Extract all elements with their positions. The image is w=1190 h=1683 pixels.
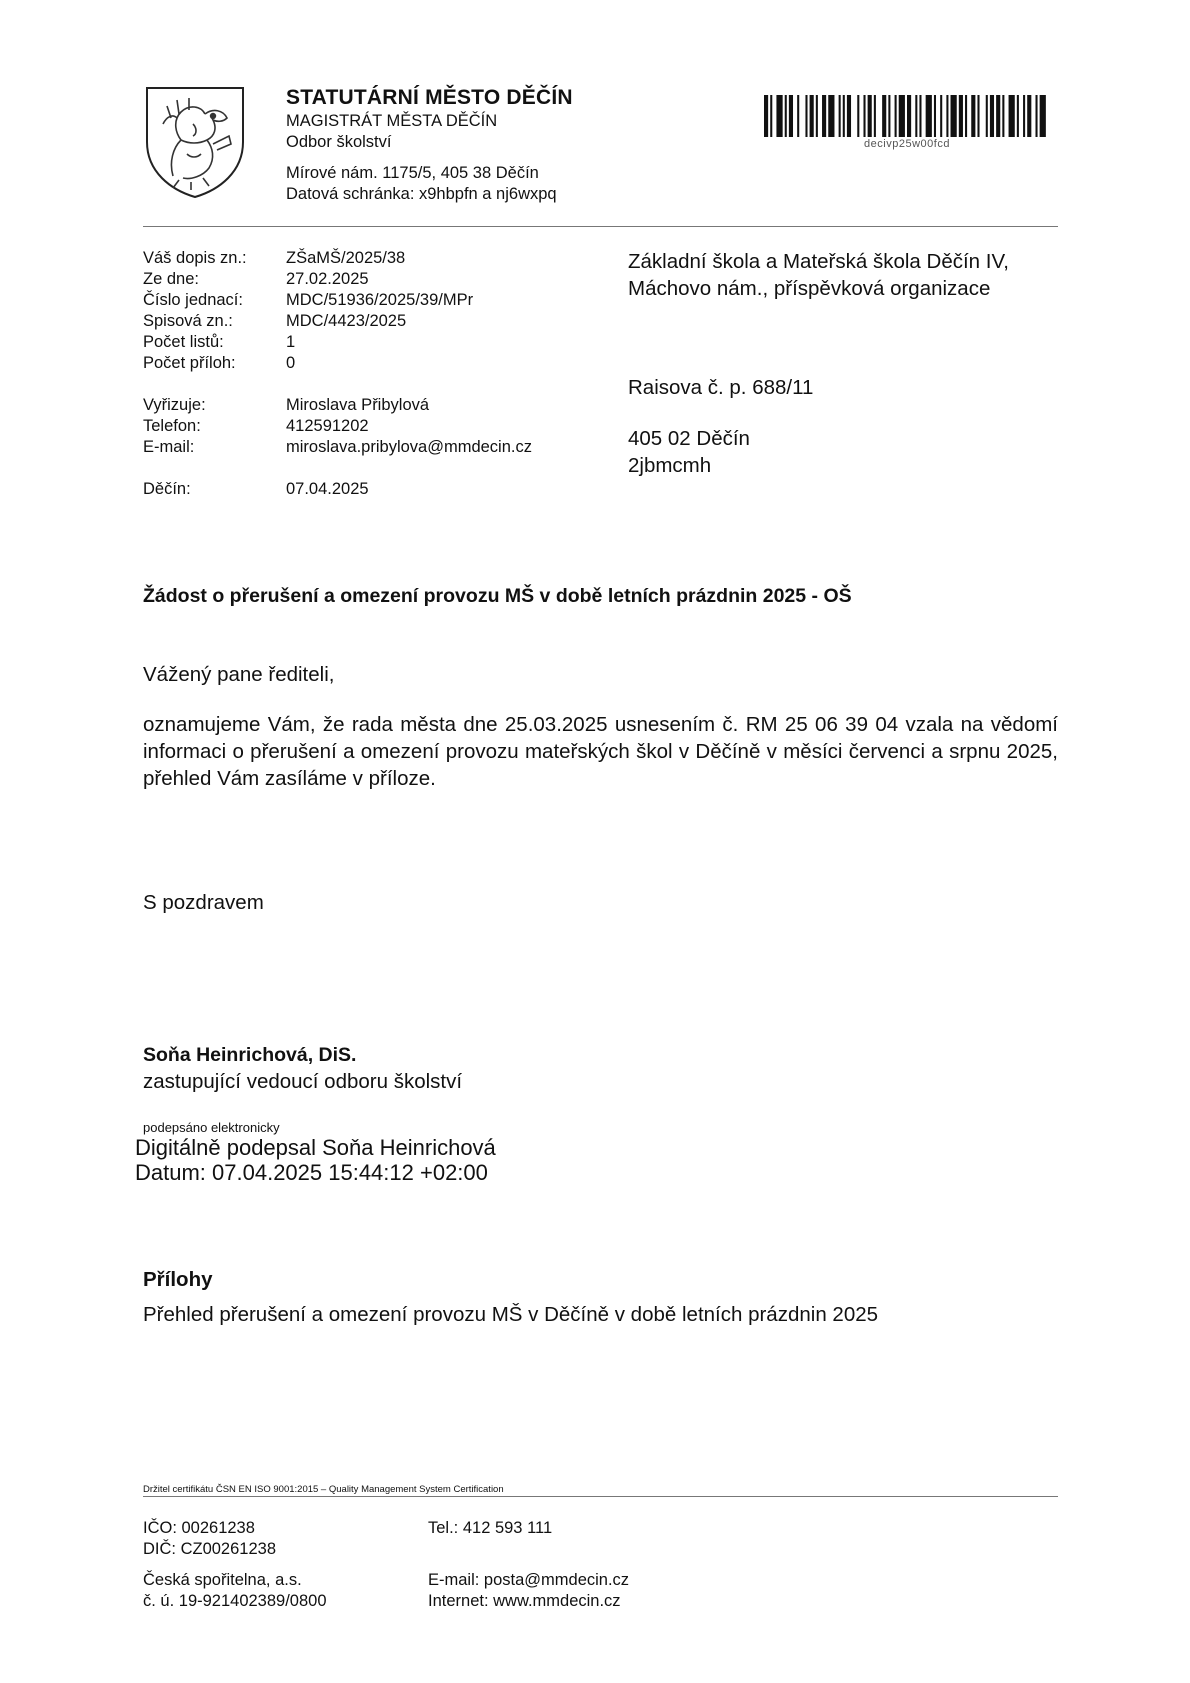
footer-web: Internet: www.mmdecin.cz	[428, 1592, 621, 1610]
digital-signature	[135, 1135, 496, 1185]
recipient-name-line-1: Základní škola a Mateřská škola Děčín IV,	[628, 250, 1009, 273]
recipient-city: 405 02 Děčín	[628, 427, 750, 450]
meta-label: Váš dopis zn.:	[143, 249, 247, 267]
meta-label: Spisová zn.:	[143, 312, 233, 330]
recipient-name-line-2: Máchovo nám., příspěvková organizace	[628, 277, 991, 300]
meta-value: ZŠaMŠ/2025/38	[286, 249, 406, 267]
footer-email: E-mail: posta@mmdecin.cz	[428, 1571, 630, 1589]
footer-bank	[143, 1570, 327, 1612]
footer-contact	[428, 1570, 629, 1612]
letter-closing: S pozdravem	[143, 891, 264, 914]
organization-data-box: Datová schránka: x9hbpfn a nj6wxpq	[286, 185, 557, 203]
contact-row	[143, 437, 532, 458]
letter-salutation: Vážený pane řediteli,	[143, 663, 335, 686]
meta-row	[143, 311, 532, 332]
meta-label: Počet listů:	[143, 333, 224, 351]
footer-phone: Tel.: 412 593 111	[428, 1519, 553, 1537]
digital-signature-line: Digitálně podepsal Soňa Heinrichová	[135, 1135, 496, 1160]
meta-label: Počet příloh:	[143, 354, 236, 372]
contact-row	[143, 416, 532, 437]
digital-signature-date: Datum: 07.04.2025 15:44:12 +02:00	[135, 1160, 488, 1185]
organization-name: STATUTÁRNÍ MĚSTO DĚČÍN	[286, 86, 573, 109]
organization-address: Mírové nám. 1175/5, 405 38 Děčín	[286, 164, 539, 182]
meta-value: MDC/4423/2025	[286, 312, 407, 330]
contact-label: Telefon:	[143, 417, 201, 435]
meta-row	[143, 248, 532, 269]
letter-subject: Žádost o přerušení a omezení provozu MŠ v době letních prázdnin 2025 - OŠ	[143, 585, 852, 607]
barcode-icon	[764, 95, 1050, 137]
department-name: Odbor školství	[286, 133, 392, 151]
contact-value: 412591202	[286, 417, 369, 435]
letter-body: oznamujeme Vám, že rada města dne 25.03.2025 usnesením č. RM 25 06 39 04 vzala na vědomí informaci o přerušení a omezení provozu mateřských škol v Děčíně v měsíci červenci a srpnu 2025, přehled Vám zasíláme v příloze.	[143, 713, 1058, 790]
footer-divider	[143, 1496, 1058, 1497]
place-label: Děčín:	[143, 480, 191, 498]
meta-value: 0	[286, 354, 296, 372]
contact-email: miroslava.pribylova@mmdecin.cz	[286, 438, 532, 456]
footer-ids	[143, 1518, 276, 1560]
magistrate-name: MAGISTRÁT MĚSTA DĚČÍN	[286, 112, 498, 130]
contact-value: Miroslava Přibylová	[286, 396, 430, 414]
meta-row	[143, 332, 532, 353]
contact-row	[143, 395, 532, 416]
signed-electronically-note: podepsáno elektronicky	[143, 1120, 280, 1135]
meta-value: 1	[286, 333, 296, 351]
attachments-title: Přílohy	[143, 1268, 213, 1291]
contact-label: E-mail:	[143, 438, 195, 456]
place-date-row	[143, 479, 532, 500]
city-coat-of-arms-icon	[143, 84, 247, 200]
attachment-item: Přehled přerušení a omezení provozu MŠ v Děčíně v době letních prázdnin 2025	[143, 1303, 879, 1326]
letter-metadata	[143, 248, 532, 500]
meta-row	[143, 269, 532, 290]
footer-dic: DIČ: CZ00261238	[143, 1540, 276, 1558]
meta-value: 27.02.2025	[286, 270, 369, 288]
footer-bank-account: č. ú. 19-921402389/0800	[143, 1592, 327, 1610]
barcode-label: decivp25w00fcd	[864, 138, 950, 150]
header-divider	[143, 226, 1058, 227]
meta-row	[143, 290, 532, 311]
meta-value: MDC/51936/2025/39/MPr	[286, 291, 474, 309]
recipient-data-box: 2jbmcmh	[628, 454, 712, 477]
meta-label: Číslo jednací:	[143, 291, 243, 309]
meta-label: Ze dne:	[143, 270, 199, 288]
signer-role: zastupující vedoucí odboru školství	[143, 1070, 463, 1093]
letter-date: 07.04.2025	[286, 480, 369, 498]
recipient-street: Raisova č. p. 688/11	[628, 376, 814, 399]
meta-row	[143, 353, 532, 374]
contact-label: Vyřizuje:	[143, 396, 206, 414]
certification-note: Držitel certifikátu ČSN EN ISO 9001:2015 – Quality Management System Certification	[143, 1484, 504, 1495]
footer-bank-name: Česká spořitelna, a.s.	[143, 1571, 302, 1589]
footer-ico: IČO: 00261238	[143, 1519, 255, 1537]
signer-name: Soňa Heinrichová, DiS.	[143, 1044, 357, 1066]
